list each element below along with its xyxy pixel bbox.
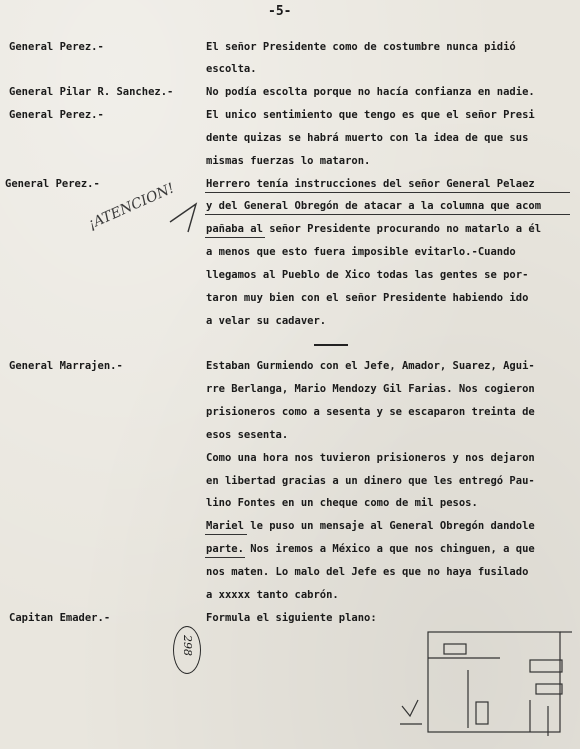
text-line: El unico sentimiento que tengo es que el señor Presi [206,109,535,121]
page-number: -5- [268,4,292,19]
circled-number-text: 298 [181,635,194,656]
text-line: prisioneros como a sesenta y se escaparon treinta de [206,406,535,418]
text-line: mismas fuerzas lo mataron. [206,155,371,167]
text-line: taron muy bien con el señor Presidente habiendo ido [206,292,529,304]
speaker-general-perez-3: General Perez.- [5,178,100,190]
speaker-general-marrajen: General Marrajen.- [9,360,123,372]
text-line: y del General Obregón de atacar a la columna que acom [206,200,542,212]
text-line: Estaban Gurmiendo con el Jefe, Amador, Suarez, Agui- [206,360,535,372]
text-line: Mariel le puso un mensaje al General Obregón dandole [206,520,535,532]
text-line: esos sesenta. [206,429,289,441]
text-line: a menos que esto fuera imposible evitarlo.-Cuando [206,246,516,258]
sketch-plan [400,632,572,736]
text-line: nos maten. Lo malo del Jefe es que no haya fusilado [206,566,529,578]
text-line: dente quizas se habrá muerto con la idea de que sus [206,132,529,144]
speaker-capitan-emader: Capitan Emader.- [9,612,111,624]
text-line: llegamos al Pueblo de Xico todas las gentes se por- [206,269,529,281]
speaker-general-perez-2: General Perez.- [9,109,104,121]
text-line: Herrero tenía instrucciones del señor General Pelaez [206,178,535,190]
text-line: a xxxxx tanto cabrón. [206,589,339,601]
text-line: El señor Presidente como de costumbre nunca pidió [206,41,516,53]
text-line: rre Berlanga, Mario Mendozy Gil Farias. Nos cogieron [206,383,535,395]
text-line: Formula el siguiente plano: [206,612,377,624]
text-line: No podía escolta porque no hacía confianza en nadie. [206,86,535,98]
text-line: parte. Nos iremos a México a que nos chinguen, a que [206,543,535,555]
handwritten-attention-note: ¡ATENCION! [86,180,177,233]
text-line: a velar su cadaver. [206,315,327,327]
arrow-mark [170,204,196,232]
text-line: escolta. [206,63,257,75]
text-line: en libertad gracias a un dinero que les entregó Pau- [206,475,535,487]
speaker-general-pilar-sanchez: General Pilar R. Sanchez.- [9,86,174,98]
text-line: pañaba al señor Presidente procurando no matarlo a él [206,223,542,235]
speaker-general-perez-1: General Perez.- [9,41,104,53]
text-line: Como una hora nos tuvieron prisioneros y nos dejaron [206,452,535,464]
text-line: lino Fontes en un cheque como de mil pesos. [206,497,478,509]
